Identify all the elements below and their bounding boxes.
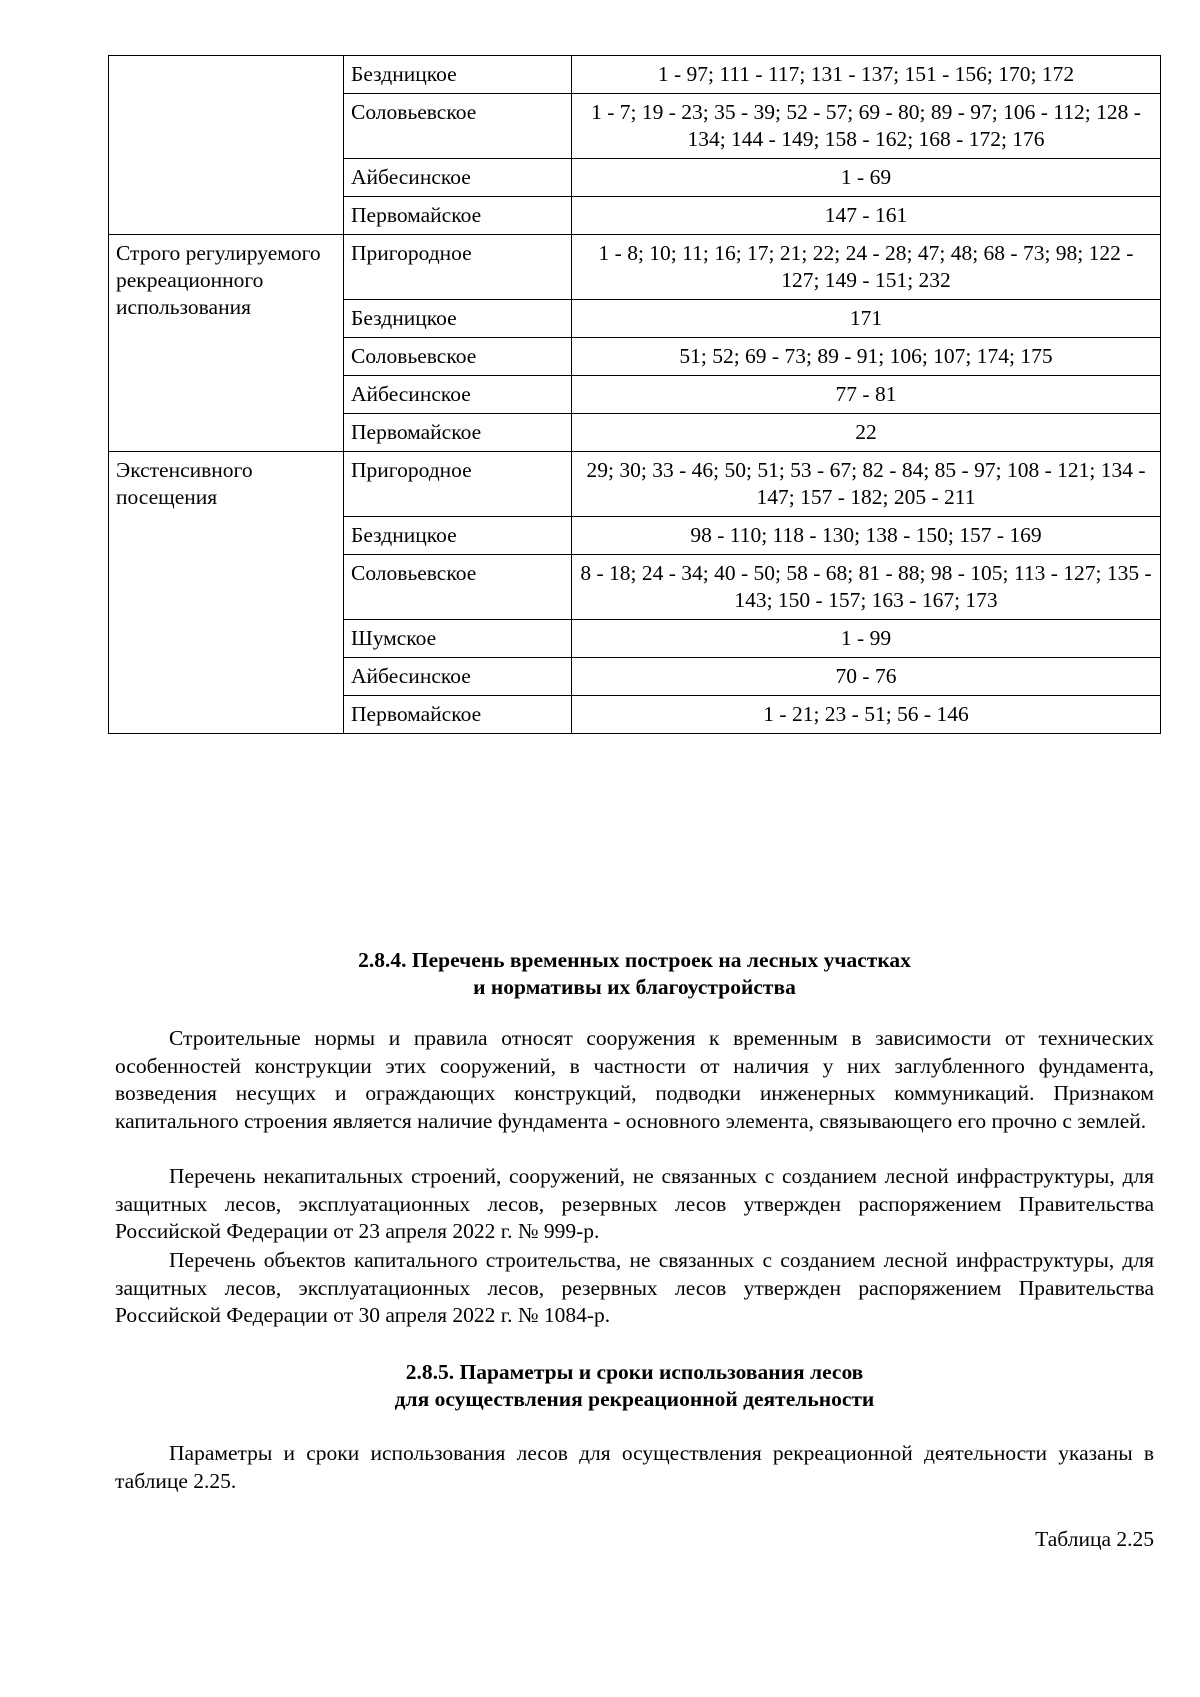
quarters-cell: 77 - 81 — [572, 376, 1161, 414]
quarters-cell: 29; 30; 33 - 46; 50; 51; 53 - 67; 82 - 84; 85 - 97; 108 - 121; 134 - 147; 157 - 182; 205 - 211 — [572, 452, 1161, 517]
quarters-cell: 1 - 7; 19 - 23; 35 - 39; 52 - 57; 69 - 80; 89 - 97; 106 - 112; 128 - 134; 144 - 149; 158 - 162; 168 - 172; 176 — [572, 94, 1161, 159]
quarters-cell: 1 - 8; 10; 11; 16; 17; 21; 22; 24 - 28; 47; 48; 68 - 73; 98; 122 - 127; 149 - 151; 232 — [572, 235, 1161, 300]
forestry-cell: Первомайское — [344, 414, 572, 452]
forestry-cell: Шумское — [344, 620, 572, 658]
paragraph: Строительные нормы и правила относят сооружения к временным в зависимости от технических особенностей конструкции этих сооружений, в частности от наличия у них заглубленного фундамента, возведения несущих и ограждающих конструкций, подводки инженерных коммуникаций. Признаком капитального строения является наличие фундамента - основного элемента, связывающего его прочно с землей. — [115, 1026, 1154, 1133]
forestry-cell: Соловьевское — [344, 555, 572, 620]
heading-line: 2.8.4. Перечень временных построек на лесных участках — [358, 948, 911, 972]
table-row — [109, 452, 1161, 517]
section-2-8-4-heading — [108, 947, 1161, 1001]
forestry-cell: Айбесинское — [344, 159, 572, 197]
paragraph: Параметры и сроки использования лесов для осуществления рекреационной деятельности указаны в таблице 2.25. — [115, 1441, 1154, 1493]
forestry-cell: Первомайское — [344, 696, 572, 734]
zone-cell: Экстенсивного посещения — [109, 452, 344, 734]
quarters-cell: 98 - 110; 118 - 130; 138 - 150; 157 - 169 — [572, 517, 1161, 555]
forestry-cell: Бездницкое — [344, 56, 572, 94]
quarters-cell: 8 - 18; 24 - 34; 40 - 50; 58 - 68; 81 - 88; 98 - 105; 113 - 127; 135 - 143; 150 - 157; 163 - 167; 173 — [572, 555, 1161, 620]
quarters-cell: 70 - 76 — [572, 658, 1161, 696]
forestry-cell: Первомайское — [344, 197, 572, 235]
table-row — [109, 56, 1161, 94]
zones-table — [108, 55, 1161, 734]
forestry-cell: Пригородное — [344, 235, 572, 300]
quarters-cell: 1 - 99 — [572, 620, 1161, 658]
quarters-cell: 1 - 21; 23 - 51; 56 - 146 — [572, 696, 1161, 734]
forestry-cell: Соловьевское — [344, 94, 572, 159]
heading-line: и нормативы их благоустройства — [473, 975, 796, 999]
paragraph: Перечень некапитальных строений, сооружений, не связанных с созданием лесной инфраструктуры, для защитных лесов, эксплуатационных лесов, резервных лесов утвержден распоряжением Правительства Российской Федерации от 23 апреля 2022 г. № 999-р. — [115, 1164, 1154, 1243]
quarters-cell: 1 - 69 — [572, 159, 1161, 197]
quarters-cell: 171 — [572, 300, 1161, 338]
quarters-cell: 147 - 161 — [572, 197, 1161, 235]
forestry-cell: Айбесинское — [344, 376, 572, 414]
forestry-cell: Соловьевское — [344, 338, 572, 376]
heading-line: для осуществления рекреационной деятельности — [394, 1387, 875, 1411]
forestry-cell: Бездницкое — [344, 300, 572, 338]
quarters-cell: 1 - 97; 111 - 117; 131 - 137; 151 - 156; 170; 172 — [572, 56, 1161, 94]
zone-cell — [109, 56, 344, 235]
quarters-cell: 22 — [572, 414, 1161, 452]
forestry-cell: Айбесинское — [344, 658, 572, 696]
quarters-cell: 51; 52; 69 - 73; 89 - 91; 106; 107; 174; 175 — [572, 338, 1161, 376]
section-2-8-5-heading — [108, 1359, 1161, 1413]
table-row — [109, 235, 1161, 300]
forestry-cell: Бездницкое — [344, 517, 572, 555]
zone-cell: Строго регулируемого рекреационного использования — [109, 235, 344, 452]
table-caption: Таблица 2.25 — [1035, 1527, 1154, 1551]
heading-line: 2.8.5. Параметры и сроки использования лесов — [405, 1360, 864, 1384]
forestry-cell: Пригородное — [344, 452, 572, 517]
paragraph: Перечень объектов капитального строительства, не связанных с созданием лесной инфраструктуры, для защитных лесов, эксплуатационных лесов, резервных лесов утвержден распоряжением Правительства Российской Федерации от 30 апреля 2022 г. № 1084-р. — [115, 1248, 1154, 1327]
